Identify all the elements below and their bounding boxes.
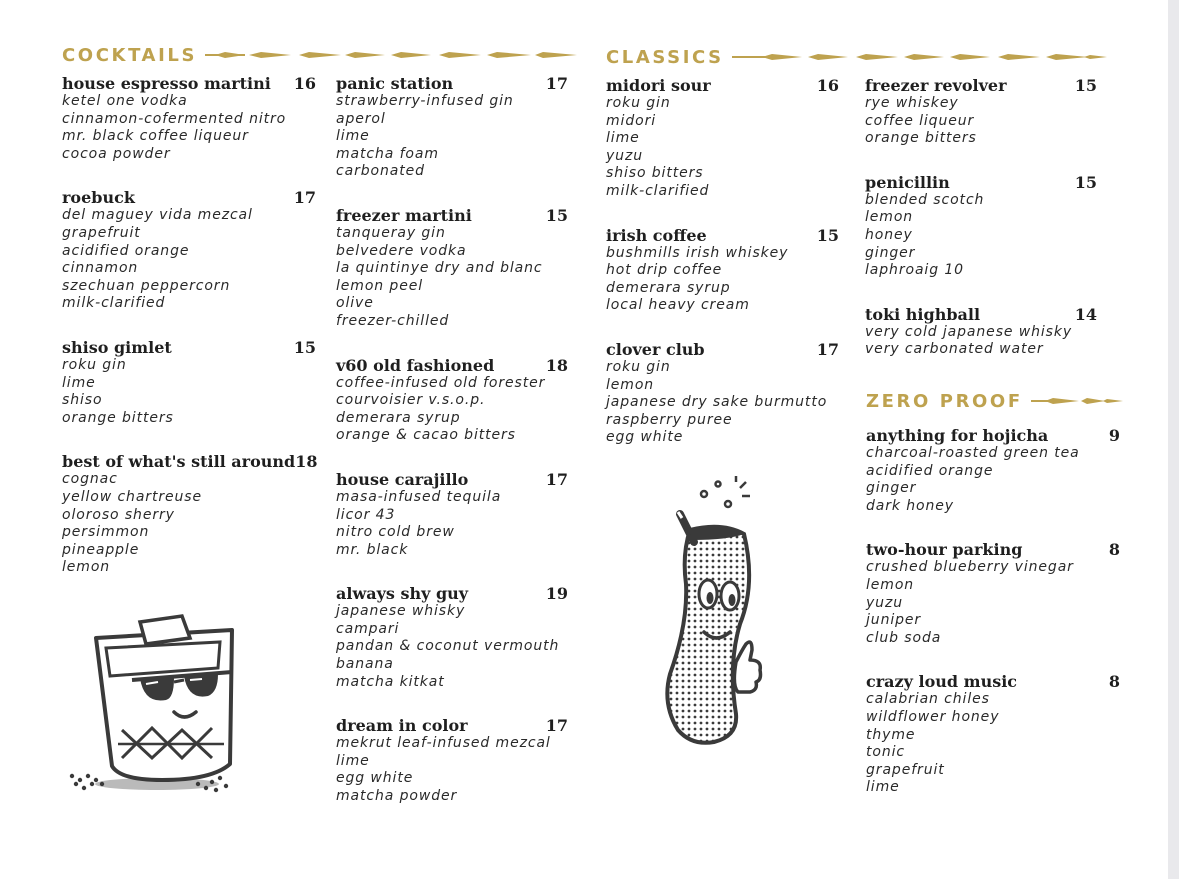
ingredient: rye whiskey: [865, 95, 959, 111]
drink-name: anything for hojicha: [866, 426, 1049, 445]
menu-item: [866, 426, 1120, 515]
ingredient: pandan & coconut vermouth: [336, 638, 560, 655]
ingredient-list: [336, 735, 568, 805]
ingredient: ketel one vodka: [62, 93, 188, 109]
ingredient: milk-clarified: [606, 182, 710, 199]
ingredient: coffee-infused old forester: [336, 374, 546, 391]
menu-item: [336, 470, 568, 559]
menu-item-header: [866, 540, 1120, 559]
ingredient: demerara syrup: [336, 409, 461, 426]
ingredient: del maguey vida mezcal: [62, 207, 253, 224]
ingredient: oloroso sherry: [62, 506, 175, 523]
menu-item-header: [606, 226, 839, 245]
ingredient: mr. black coffee liqueur: [62, 128, 249, 145]
ingredient: local heavy cream: [606, 297, 750, 314]
cocktails-section-header: [62, 42, 577, 68]
ingredient: bushmills irish whiskey: [606, 244, 789, 261]
ingredient: orange bitters: [62, 409, 174, 426]
drink-price: 18: [295, 452, 318, 472]
menu-item: [336, 716, 568, 805]
drink-name: freezer revolver: [865, 76, 1007, 95]
ingredient: roku gin: [62, 356, 127, 373]
menu-item: [865, 305, 1097, 359]
ingredient: yellow chartreuse: [62, 488, 202, 505]
ingredient: matcha powder: [336, 788, 458, 805]
section-title: COCKTAILS: [62, 44, 198, 66]
ingredient: masa-infused tequila: [336, 488, 502, 505]
drink-price: 17: [545, 74, 568, 93]
ingredient: dark honey: [866, 497, 954, 514]
drink-name: always shy guy: [336, 584, 469, 604]
ingredient: club soda: [866, 629, 942, 646]
menu-item: [606, 226, 839, 315]
gold-dash-ornament: [732, 53, 1107, 61]
gold-dash-ornament: [1031, 397, 1123, 405]
ingredient: very carbonated water: [865, 341, 1044, 358]
ingredient: aperol: [336, 110, 386, 127]
classics-section-header: [606, 44, 1107, 70]
ingredient: freezer-chilled: [336, 312, 450, 329]
menu-item-header: [865, 76, 1097, 95]
menu-item: [336, 356, 568, 445]
menu-item-header: [62, 188, 316, 207]
ingredient: egg white: [336, 770, 414, 787]
drink-price: 15: [1074, 172, 1097, 192]
menu-item-header: [866, 672, 1120, 691]
ingredient: tonic: [866, 744, 906, 761]
ingredient: carbonated: [336, 163, 425, 180]
drink-name: house carajillo: [336, 469, 469, 489]
drink-price: 9: [1108, 426, 1120, 445]
menu-item-header: [62, 338, 316, 357]
section-title: ZERO PROOF: [866, 390, 1023, 412]
ingredient-list: [62, 207, 316, 313]
drink-price: 14: [1074, 304, 1097, 324]
ingredient: egg white: [606, 429, 684, 446]
menu-item-header: [865, 305, 1097, 324]
ingredient: campari: [336, 620, 400, 637]
ingredient: shiso: [62, 392, 103, 409]
menu-item: [865, 76, 1097, 148]
ingredient: persimmon: [62, 524, 150, 541]
menu-item: [606, 76, 839, 201]
drink-name: freezer martini: [336, 205, 472, 225]
ingredient: pineapple: [62, 541, 140, 558]
drink-price: 17: [545, 716, 568, 736]
menu-item-header: [336, 470, 568, 489]
page-edge: [1168, 0, 1179, 879]
ingredient: yuzu: [606, 147, 643, 164]
menu-item-header: [606, 76, 839, 95]
ingredient: raspberry puree: [606, 411, 733, 428]
ingredient: matcha foam: [336, 145, 439, 162]
drink-name: penicillin: [865, 172, 950, 192]
drink-price: 17: [545, 469, 568, 489]
ingredient-list: [62, 471, 316, 577]
ingredient: strawberry-infused gin: [336, 93, 514, 109]
drink-name: shiso gimlet: [62, 337, 172, 357]
gold-dash-ornament: [205, 51, 577, 59]
ingredient: thyme: [866, 726, 916, 743]
ingredient: blended scotch: [865, 191, 985, 208]
ingredient-list: [336, 375, 568, 445]
drink-price: 15: [545, 205, 568, 225]
ingredient: banana: [336, 656, 394, 673]
ingredient: midori: [606, 112, 657, 129]
ingredient: matcha kitkat: [336, 673, 445, 690]
drink-price: 18: [545, 355, 568, 375]
drink-name: two-hour parking: [866, 540, 1023, 560]
ingredient: japanese dry sake burmutto: [606, 394, 828, 411]
drink-price: 17: [293, 188, 316, 208]
ingredient: cinnamon: [62, 260, 139, 277]
ingredient: lime: [606, 130, 640, 147]
ingredient: mekrut leaf-infused mezcal: [336, 735, 551, 752]
ingredient: la quintinye dry and blanc: [336, 260, 543, 277]
menu-item: [866, 672, 1120, 797]
menu-item: [62, 452, 316, 577]
ingredient: lime: [336, 752, 370, 769]
drink-price: 8: [1108, 672, 1120, 692]
ingredient: japanese whisky: [336, 603, 466, 620]
menu-item: [606, 340, 839, 447]
menu-column-2: [336, 74, 568, 831]
ingredient: lemon: [866, 576, 915, 593]
ingredient: lemon: [606, 376, 655, 393]
drink-price: 16: [293, 74, 316, 93]
ingredient-list: [336, 93, 568, 181]
ingredient-list: [865, 95, 1097, 148]
drink-price: 15: [816, 225, 839, 245]
ingredient-list: [866, 445, 1120, 515]
ingredient: shiso bitters: [606, 165, 704, 182]
rocks-glass-sunglasses-icon: [62, 608, 242, 798]
ingredient-list: [865, 324, 1097, 359]
ingredient: lime: [866, 779, 900, 796]
drink-price: 19: [545, 584, 568, 604]
drink-name: dream in color: [336, 716, 468, 736]
menu-item-header: [606, 340, 839, 359]
ingredient: laphroaig 10: [865, 262, 964, 279]
ingredient: lime: [336, 128, 370, 145]
ingredient: lemon: [865, 209, 914, 226]
drink-price: 17: [816, 339, 839, 359]
ingredient: grapefruit: [62, 224, 141, 241]
drink-price: 15: [293, 337, 316, 357]
drink-name: irish coffee: [606, 225, 707, 245]
highball-can-thumbs-up-icon: [632, 474, 782, 754]
ingredient: roku gin: [606, 95, 671, 111]
section-title: CLASSICS: [606, 46, 724, 68]
drink-name: house espresso martini: [62, 74, 271, 93]
menu-item-header: [336, 716, 568, 735]
menu-item-header: [336, 74, 568, 93]
ingredient: orange bitters: [865, 130, 977, 147]
ingredient-list: [606, 359, 839, 447]
menu-item: [865, 173, 1097, 280]
menu-column-4: [865, 76, 1097, 384]
ingredient: tanqueray gin: [336, 224, 446, 241]
ingredient: grapefruit: [866, 761, 945, 778]
menu-item-header: [336, 206, 568, 225]
drink-name: midori sour: [606, 76, 711, 95]
ingredient: acidified orange: [866, 462, 994, 479]
ingredient: roku gin: [606, 358, 671, 375]
ingredient: very cold japanese whisky: [865, 323, 1073, 340]
ingredient: calabrian chiles: [866, 691, 990, 708]
ingredient: acidified orange: [62, 242, 190, 259]
menu-item: [62, 338, 316, 427]
drink-name: best of what's still around: [62, 452, 296, 472]
menu-item-header: [336, 356, 568, 375]
ingredient: courvoisier v.s.o.p.: [336, 392, 486, 409]
drink-price: 15: [1074, 76, 1097, 95]
ingredient-list: [336, 489, 568, 559]
ingredient: demerara syrup: [606, 279, 731, 296]
ingredient-list: [62, 357, 316, 427]
menu-item: [62, 74, 316, 163]
ingredient-list: [866, 691, 1120, 797]
ingredient: honey: [865, 226, 913, 243]
ingredient: mr. black: [336, 541, 409, 558]
drink-name: clover club: [606, 339, 705, 359]
drink-name: crazy loud music: [866, 672, 1018, 692]
ingredient: charcoal-roasted green tea: [866, 445, 1080, 461]
menu-item-header: [866, 426, 1120, 445]
menu-item-header: [62, 452, 316, 471]
ingredient: wildflower honey: [866, 708, 1000, 725]
drink-name: panic station: [336, 74, 454, 93]
drink-name: toki highball: [865, 304, 981, 324]
menu-item: [62, 188, 316, 313]
ingredient: lime: [62, 374, 96, 391]
ingredient-list: [606, 95, 839, 201]
zero-proof-section-header: [866, 388, 1123, 414]
menu-column-5: [866, 426, 1120, 822]
ingredient: yuzu: [866, 594, 903, 611]
ingredient: crushed blueberry vinegar: [866, 559, 1074, 576]
menu-item-header: [336, 584, 568, 603]
menu-column-3: [606, 76, 839, 472]
ingredient-list: [336, 603, 568, 691]
ingredient: coffee liqueur: [865, 112, 975, 129]
ingredient-list: [336, 225, 568, 331]
ingredient: cognac: [62, 471, 118, 488]
ingredient: nitro cold brew: [336, 524, 455, 541]
ingredient: milk-clarified: [62, 295, 166, 312]
ingredient-list: [865, 192, 1097, 280]
ingredient-list: [606, 245, 839, 315]
ingredient: ginger: [865, 244, 916, 261]
drink-name: roebuck: [62, 188, 135, 208]
drink-price: 16: [816, 76, 839, 95]
ingredient: belvedere vodka: [336, 242, 467, 259]
menu-item: [336, 206, 568, 331]
menu-item: [336, 74, 568, 181]
ingredient: licor 43: [336, 506, 396, 523]
ingredient: cinnamon-cofermented nitro: [62, 110, 287, 127]
ingredient: lemon: [62, 559, 111, 576]
ingredient: orange & cacao bitters: [336, 427, 516, 444]
ingredient: hot drip coffee: [606, 262, 723, 279]
menu-item: [866, 540, 1120, 647]
menu-item-header: [865, 173, 1097, 192]
ingredient-list: [866, 559, 1120, 647]
menu-item-header: [62, 74, 316, 93]
drink-price: 8: [1108, 540, 1120, 560]
ingredient: ginger: [866, 480, 917, 497]
ingredient-list: [62, 93, 316, 163]
ingredient: lemon peel: [336, 277, 424, 294]
menu-column-1: [62, 74, 316, 602]
ingredient: juniper: [866, 612, 922, 629]
ingredient: cocoa powder: [62, 145, 171, 162]
ingredient: szechuan peppercorn: [62, 277, 231, 294]
ingredient: olive: [336, 295, 374, 312]
drink-name: v60 old fashioned: [336, 355, 495, 375]
menu-item: [336, 584, 568, 691]
